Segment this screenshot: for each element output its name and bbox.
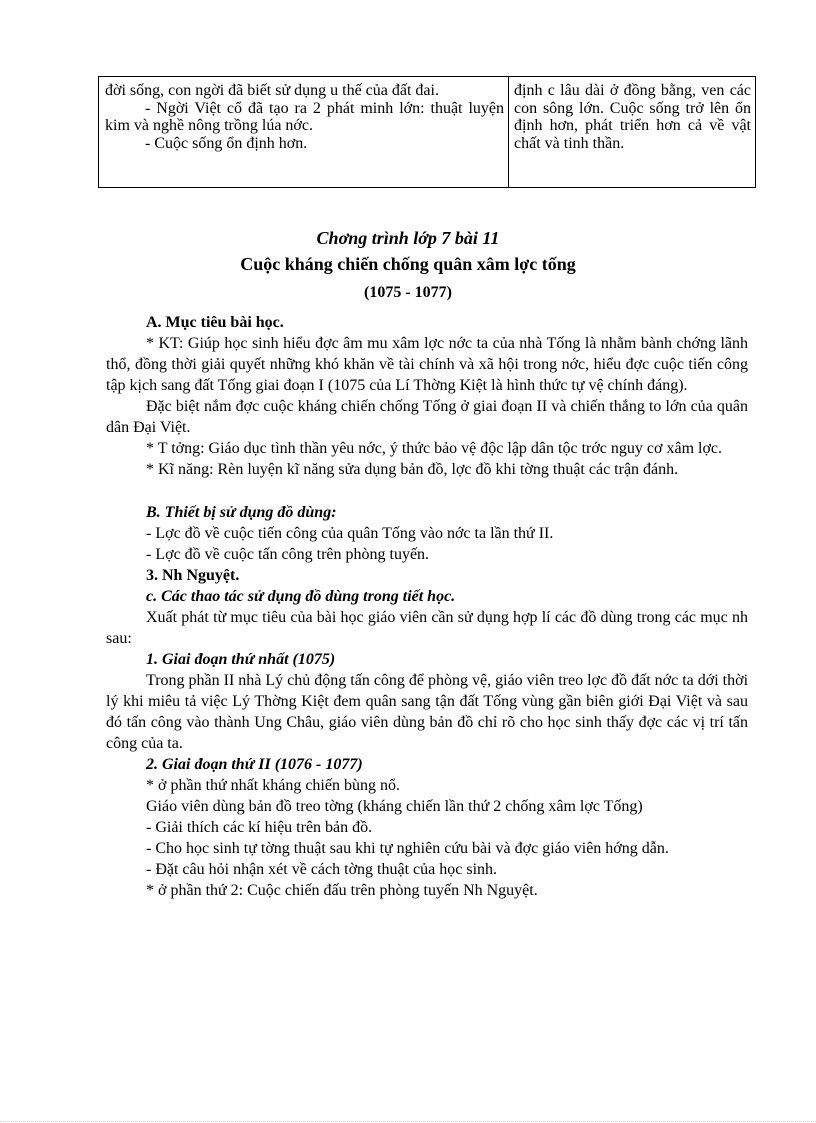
section-c-title: c. Các thao tác sử dụng đồ dùng trong tiết học. bbox=[146, 588, 456, 605]
table-cell-right bbox=[509, 77, 755, 187]
stage-2-line-3: - Giải thích các kí hiệu trên bản đồ. bbox=[146, 819, 373, 836]
lesson-title: Cuộc kháng chiến chống quân xâm lợc tống bbox=[240, 254, 576, 274]
equipment-item-1: - Lợc đồ về cuộc tiến công của quân Tống vào nớc ta lần thứ II. bbox=[146, 525, 554, 542]
equipment-item-2: - Lợc đồ về cuộc tấn công trên phòng tuyến. bbox=[146, 546, 430, 563]
stage-1-title: 1. Giai đoạn thứ nhất (1075) bbox=[146, 651, 336, 668]
stage-2-line-2: Giáo viên dùng bản đồ treo tờng (kháng chiến lần thứ 2 chống xâm lợc Tống) bbox=[146, 798, 643, 815]
lesson-years: (1075 - 1077) bbox=[364, 284, 452, 301]
paragraph-tu-tuong: * T tởng: Giáo dục tình thần yêu nớc, ý thức bảo vệ độc lập dân tộc trớc nguy cơ xâm lợc. bbox=[146, 440, 723, 457]
section-b-title: B. Thiết bị sử dụng đồ dùng: bbox=[146, 504, 337, 521]
continuation-table bbox=[98, 76, 756, 188]
paragraph-ki-nang: * Kĩ năng: Rèn luyện kĩ năng sửa dụng bản đồ, lợc đồ khi tờng thuật các trận đánh. bbox=[146, 461, 679, 478]
page-edge-divider bbox=[0, 1121, 816, 1122]
document-body bbox=[106, 312, 748, 901]
paragraph-dac-biet: Đặc biệt nắm đợc cuộc kháng chiến chống Tống ở giai đoạn II và chiến thắng to lớn của quân dân Đại Việt. bbox=[106, 398, 748, 436]
table-right-text: định c lâu dài ở đồng bằng, ven các con sông lớn. Cuộc sống trở lên ổn định hơn, phát triển hơn cả về vật chất và tinh thần. bbox=[514, 82, 751, 152]
paragraph-xuat-phat: Xuất phát từ mục tiêu của bài học giáo viên cần sử dụng hợp lí các đồ dùng trong các mục nh sau: bbox=[106, 609, 748, 647]
stage-2-line-4: - Cho học sinh tự tờng thuật sau khi tự nghiên cứu bài và đợc giáo viên hớng dẫn. bbox=[146, 840, 669, 857]
section-3-title: 3. Nh Nguyệt. bbox=[146, 567, 240, 584]
table-cell-left bbox=[99, 77, 509, 187]
table-left-line-1: đời sống, con ngời đã biết sử dụng u thế của đất đai. bbox=[105, 82, 439, 99]
spacer bbox=[106, 480, 748, 502]
paragraph-kt: * KT: Giúp học sinh hiểu đợc âm mu xâm lợc nớc ta của nhà Tống là nhằm bành chớng lãnh thổ, đồng thời giải quyết những khó khăn về tài chính và xã hội trong nớc, hiểu đợc cuộc tiến công tập kịch sang đất Tống giai đoạn I (1075 của Lí Thờng Kiệt là hình thức tự vệ chính đáng). bbox=[106, 335, 748, 394]
stage-2-line-1: * ở phần thứ nhất kháng chiến bùng nổ. bbox=[146, 777, 400, 794]
stage-2-line-6: * ở phần thứ 2: Cuộc chiến đấu trên phòng tuyến Nh Nguyệt. bbox=[146, 882, 538, 899]
section-a-title: A. Mục tiêu bài học. bbox=[146, 314, 284, 331]
stage-2-line-5: - Đặt câu hỏi nhận xét về cách tờng thuật của học sinh. bbox=[146, 861, 498, 878]
stage-2-title: 2. Giai đoạn thứ II (1076 - 1077) bbox=[146, 756, 363, 773]
table-left-line-3: - Cuộc sống ổn định hơn. bbox=[145, 134, 308, 152]
program-heading: Chơng trình lớp 7 bài 11 bbox=[316, 228, 500, 248]
table-left-line-2: - Ngời Việt cổ đã tạo ra 2 phát minh lớn: thuật luyện kim và nghề nông trồng lúa nớc. bbox=[105, 99, 504, 134]
paragraph-stage-1: Trong phần II nhà Lý chủ động tấn công để phòng vệ, giáo viên treo lợc đồ đất nớc ta dới thời lý khi miêu tả việc Lý Thờng Kiệt đem quân sang tận đất Tống vùng gần biên giới Đại Việt và sau đó tấn công vào thành Ung Châu, giáo viên dùng bản đồ chỉ rõ cho học sinh thấy đợc các vị trí tấn công của ta. bbox=[106, 672, 749, 752]
